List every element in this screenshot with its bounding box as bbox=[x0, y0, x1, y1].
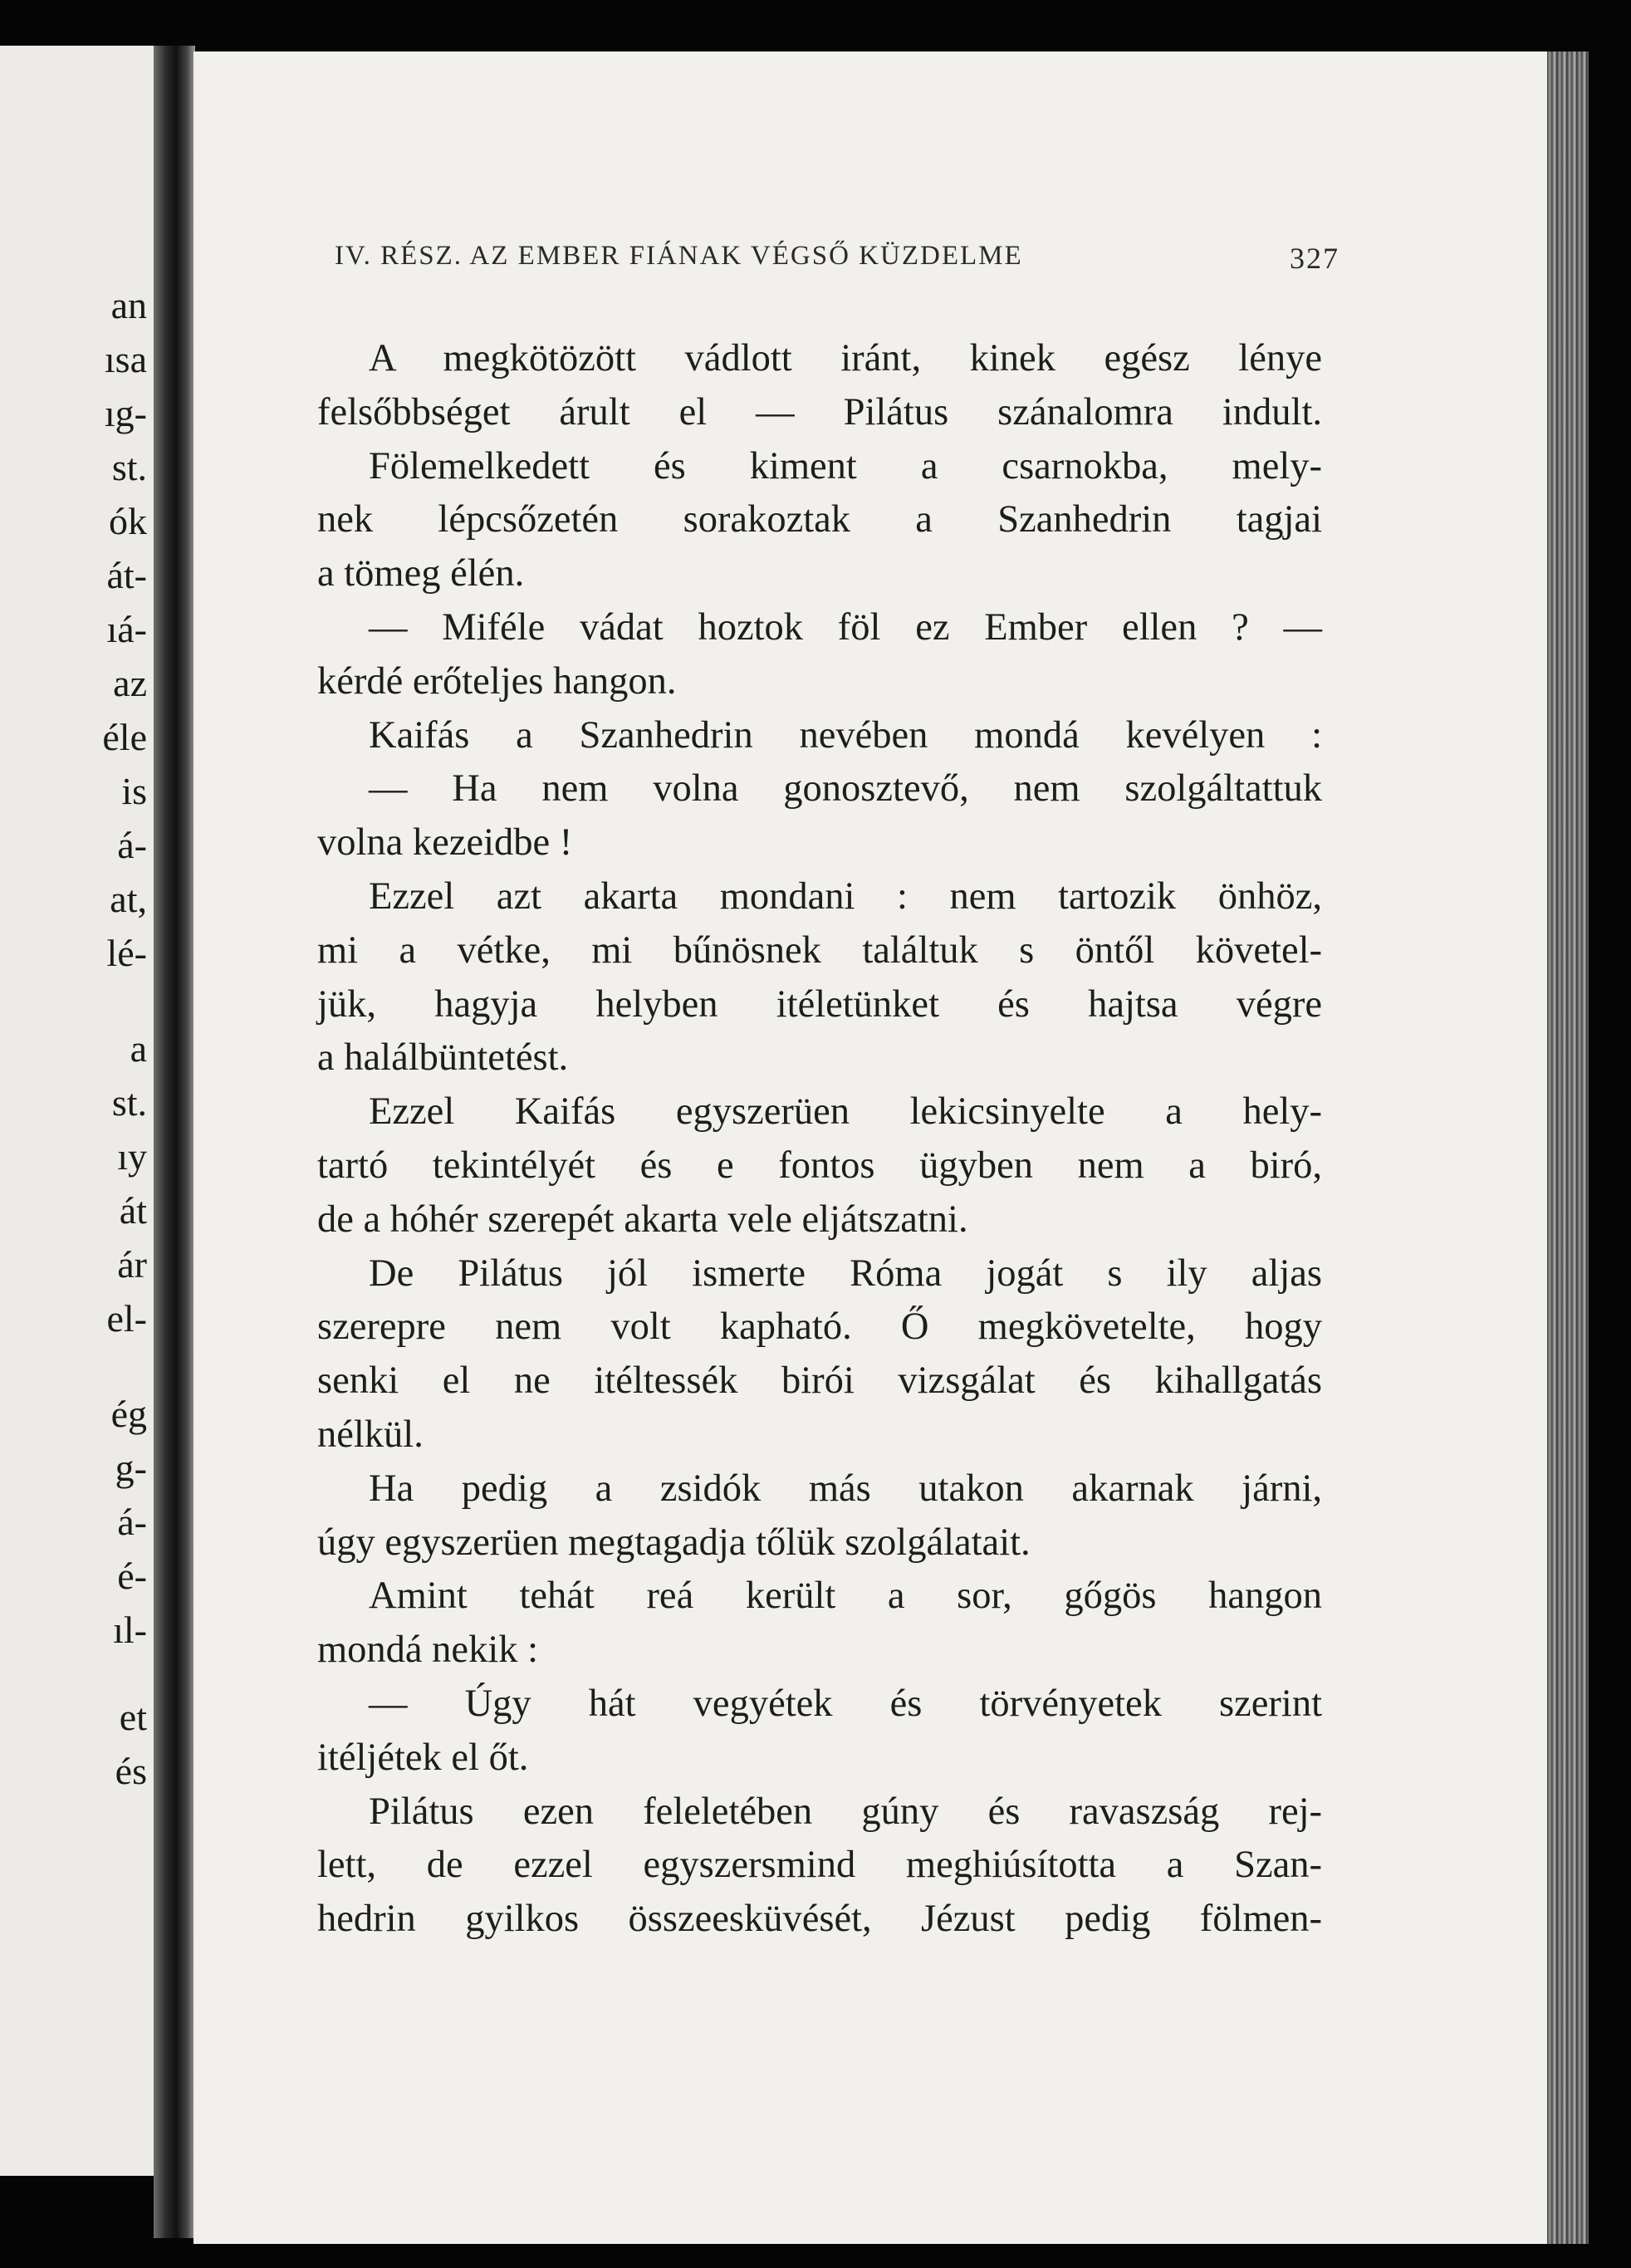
previous-page-fragment: st. bbox=[111, 1081, 147, 1124]
text-line: Fölemelkedett és kiment a csarnokba, mely- bbox=[369, 444, 1322, 487]
text-line: — Úgy hát vegyétek és törvényetek szerint bbox=[369, 1682, 1322, 1725]
previous-page-fragment: át bbox=[119, 1189, 147, 1232]
previous-page-fragment: ıá- bbox=[106, 608, 147, 650]
previous-page-fragment: ár bbox=[117, 1243, 147, 1286]
previous-page-fragment: az bbox=[113, 662, 147, 704]
text-line: A megkötözött vádlott iránt, kinek egész lénye bbox=[369, 337, 1322, 380]
previous-page-fragment: st. bbox=[111, 446, 147, 488]
body-text bbox=[317, 332, 1322, 1947]
text-line: senki el ne itéltessék birói vizsgálat és kihallgatás bbox=[317, 1359, 1322, 1403]
running-head-title: IV. RÉSZ. AZ EMBER FIÁNAK VÉGSŐ KÜZDELME bbox=[335, 241, 1023, 271]
page-stack-edge bbox=[1547, 51, 1589, 2244]
text-line: kérdé erőteljes hangon. bbox=[317, 659, 677, 703]
previous-page-fragment: ıl- bbox=[113, 1609, 147, 1651]
running-head bbox=[335, 241, 1340, 282]
text-line: a tömeg élén. bbox=[317, 552, 525, 595]
book-gutter bbox=[154, 46, 195, 2238]
page-number: 327 bbox=[1290, 242, 1340, 275]
previous-page-fragment: a bbox=[130, 1027, 147, 1070]
text-line: felsőbbséget árult el — Pilátus szánalomra indult. bbox=[317, 390, 1322, 434]
text-line: lett, de ezzel egyszersmind meghiúsította a Szan- bbox=[317, 1844, 1322, 1887]
text-line: mi a vétke, mi bűnösnek találtuk s öntől követel- bbox=[317, 928, 1322, 972]
previous-page-fragment: és bbox=[115, 1750, 147, 1792]
previous-page-fragment: át- bbox=[106, 554, 147, 596]
text-line: Ezzel Kaifás egyszerüen lekicsinyelte a hely- bbox=[369, 1090, 1322, 1134]
previous-page-fragment: an bbox=[110, 284, 147, 326]
previous-page-fragment: ók bbox=[109, 500, 147, 542]
previous-page-fragment: ıy bbox=[117, 1135, 147, 1178]
text-line: itéljétek el őt. bbox=[317, 1736, 529, 1779]
text-line: úgy egyszerüen megtagadja tőlük szolgálatait. bbox=[317, 1521, 1031, 1564]
text-line: jük, hagyja helyben itéletünket és hajtsa végre bbox=[317, 982, 1322, 1026]
text-line: hedrin gyilkos összeesküvését, Jézust pedig fölmen- bbox=[317, 1898, 1322, 1941]
text-line: nélkül. bbox=[317, 1413, 424, 1456]
text-line: De Pilátus jól ismerte Róma jogát s ily aljas bbox=[369, 1252, 1322, 1295]
previous-page-fragment: ég bbox=[110, 1393, 147, 1435]
previous-page-fragment: lé- bbox=[106, 932, 147, 974]
text-line: Ha pedig a zsidók más utakon akarnak járni, bbox=[369, 1467, 1322, 1510]
text-line: — Miféle vádat hoztok föl ez Ember ellen ? — bbox=[369, 605, 1322, 649]
text-line: — Ha nem volna gonosztevő, nem szolgáltattuk bbox=[369, 767, 1322, 811]
previous-page-fragment: g- bbox=[115, 1447, 147, 1489]
text-line: de a hóhér szerepét akarta vele eljátszatni. bbox=[317, 1198, 968, 1241]
text-line: Amint tehát reá került a sor, gőgös hangon bbox=[369, 1575, 1322, 1618]
text-line: volna kezeidbe ! bbox=[317, 821, 573, 865]
text-line: a halálbüntetést. bbox=[317, 1036, 569, 1080]
previous-page-fragment: ıg- bbox=[104, 392, 147, 434]
previous-page-fragment: ısa bbox=[104, 338, 147, 380]
text-line: Ezzel azt akarta mondani : nem tartozik önhöz, bbox=[369, 874, 1322, 918]
previous-page-fragment: á- bbox=[117, 1501, 147, 1543]
text-line: tartó tekintélyét és e fontos ügyben nem a biró, bbox=[317, 1144, 1322, 1187]
previous-page-fragment: á- bbox=[117, 824, 147, 866]
text-line: szerepre nem volt kapható. Ő megkövetelte, hogy bbox=[317, 1305, 1322, 1349]
previous-page-edge bbox=[0, 46, 154, 2176]
previous-page-fragment: éle bbox=[102, 716, 147, 758]
previous-page-text-fragments bbox=[0, 46, 154, 2176]
previous-page-fragment: el- bbox=[106, 1297, 147, 1340]
text-line: nek lépcsőzetén sorakoztak a Szanhedrin tagjai bbox=[317, 498, 1322, 541]
previous-page-fragment: et bbox=[119, 1696, 147, 1738]
text-line: Pilátus ezen feleletében gúny és ravaszság rej- bbox=[369, 1790, 1322, 1833]
text-line: mondá nekik : bbox=[317, 1629, 539, 1672]
previous-page-fragment: at, bbox=[110, 878, 147, 920]
previous-page-fragment: é- bbox=[117, 1555, 147, 1597]
previous-page-fragment: is bbox=[121, 770, 147, 812]
text-line: Kaifás a Szanhedrin nevében mondá kevélyen : bbox=[369, 713, 1322, 757]
